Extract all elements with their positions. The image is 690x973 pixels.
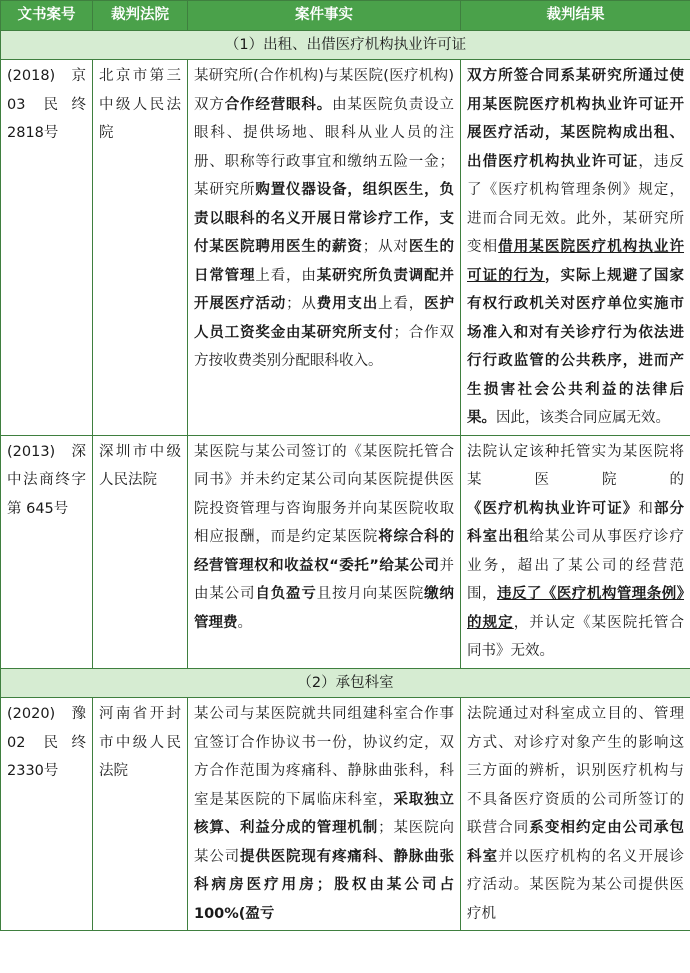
- table-row: [1, 435, 690, 668]
- text-run: ；从: [286, 296, 317, 312]
- text-run: 某医院与某公司签订的《某医院托管合同书》并未约定某公司向某医院提供医院投资管理与咨询服务并向某医院收取相应报酬，而是约定某医院: [194, 443, 454, 545]
- text-run: 部分科室出租: [467, 500, 685, 545]
- text-run: 上看，: [378, 296, 425, 312]
- text-run: 借用某医院医疗机构执业许可证的行为: [467, 239, 685, 284]
- case-facts: [188, 60, 461, 436]
- text-run: ；某医院向某公司: [194, 820, 454, 865]
- section-row: [1, 30, 690, 60]
- text-run: 并由某公司: [194, 557, 454, 602]
- text-run: 某研究所(合作机构)与某医院(医疗机构)双方: [194, 68, 454, 113]
- text-run: 某研究所负责调配并开展医疗活动: [194, 267, 454, 312]
- text-run: 购置仪器设备，组织医生，负责以眼科的名义开展日常诊疗工作，支付某医院聘用医生的薪资: [194, 182, 454, 255]
- text-run: 由某医院负责设立眼科、提供场地、眼科从业人员的注册、职称等行政事宜和缴纳五险一金；某研究所: [194, 96, 454, 198]
- text-run: ，实际上规避了国家有权行政机关对医疗单位实施市场准入和对有关诊疗行为依法进行行政监管的公共秩序，进而产生损害社会公共利益的法律后果。: [467, 267, 685, 426]
- text-run: 法院认定该种托管实为某医院将某医院的: [467, 443, 684, 488]
- text-run: 且按月向某医院: [316, 586, 425, 602]
- case-result: [461, 435, 690, 668]
- text-run: 缴纳管理费: [194, 586, 454, 631]
- text-run: 自负盈亏: [255, 586, 317, 602]
- case-facts: [188, 435, 461, 668]
- text-run: 提供医院现有疼痛科、静脉曲张科病房医疗用房；股权由某公司占 100%(盈亏: [194, 848, 454, 922]
- text-run: 法院通过对科室成立目的、管理方式、对诊疗对象产生的影响这三方面的辨析，识别医疗机构与不具备医疗资质的公司所签订的联营合同: [467, 706, 684, 836]
- table-row: [1, 60, 690, 436]
- text-run: ，并认定《某医院托管合同书》无效。: [467, 614, 685, 659]
- text-run: 上看，由: [255, 267, 317, 284]
- text-run: 系变相约定由公司承包科室: [467, 820, 685, 865]
- table-row: [1, 698, 690, 931]
- text-run: 费用支出: [316, 296, 379, 312]
- text-run: 某公司与某医院就共同组建科室合作事宜签订合作协议书一份，协议约定，双方合作范围为疼痛科、静脉曲张科，科室是某医院的下属临床科室，: [194, 706, 454, 808]
- section-title: （2）承包科室: [1, 668, 690, 698]
- case-number: (2018) 京03 民终2818号: [1, 60, 93, 436]
- text-run: ；从对: [362, 239, 409, 255]
- case-number: (2013) 深中法商终字第 645号: [1, 435, 93, 668]
- text-run: 和: [638, 500, 654, 517]
- header-row: [1, 1, 690, 31]
- text-run: 。: [237, 614, 252, 631]
- text-run: 给某公司从事医疗诊疗业务，超出了某公司的经营范围，: [467, 529, 685, 602]
- section-row: [1, 668, 690, 698]
- text-run: 医生的日常管理: [194, 239, 454, 284]
- text-run: ；合作双方按收费类别分配眼科收入。: [194, 324, 454, 369]
- text-run: ，违反了《医疗机构管理条例》规定，进而合同无效。此外，某研究所变相: [467, 153, 685, 255]
- text-run: 并以医疗机构的名义开展诊疗活动。某医院为某公司提供医疗机: [467, 848, 685, 922]
- header-facts: 案件事实: [188, 1, 461, 31]
- court-name: 河南省开封市中级人民法院: [93, 698, 188, 931]
- text-run: 因此，该类合同应属无效。: [496, 410, 670, 426]
- text-run: 将综合科的经营管理权和收益权“委托”给某公司: [194, 529, 454, 574]
- case-number: (2020) 豫02 民终2330号: [1, 698, 93, 931]
- text-run: 合作经营眼科。: [224, 96, 333, 113]
- text-run: 违反了《医疗机构管理条例》的规定: [467, 586, 685, 631]
- case-result: [461, 60, 690, 436]
- header-court: 裁判法院: [93, 1, 188, 31]
- case-result: [461, 698, 690, 931]
- court-name: 深圳市中级人民法院: [93, 435, 188, 668]
- text-run: 采取独立核算、利益分成的管理机制: [194, 791, 454, 836]
- text-run: 医护人员工资奖金由某研究所支付: [194, 296, 454, 341]
- court-name: 北京市第三中级人民法院: [93, 60, 188, 436]
- header-result: 裁判结果: [461, 1, 690, 31]
- text-run: 双方所签合同系某研究所通过使用某医院医疗机构执业许可证开展医疗活动，某医院构成出租、出借医疗机构执业许可证: [467, 68, 684, 170]
- section-title: （1）出租、出借医疗机构执业许可证: [1, 30, 690, 60]
- text-run: 《医疗机构执业许可证》: [467, 500, 639, 517]
- header-case-no: 文书案号: [1, 1, 93, 31]
- case-facts: [188, 698, 461, 931]
